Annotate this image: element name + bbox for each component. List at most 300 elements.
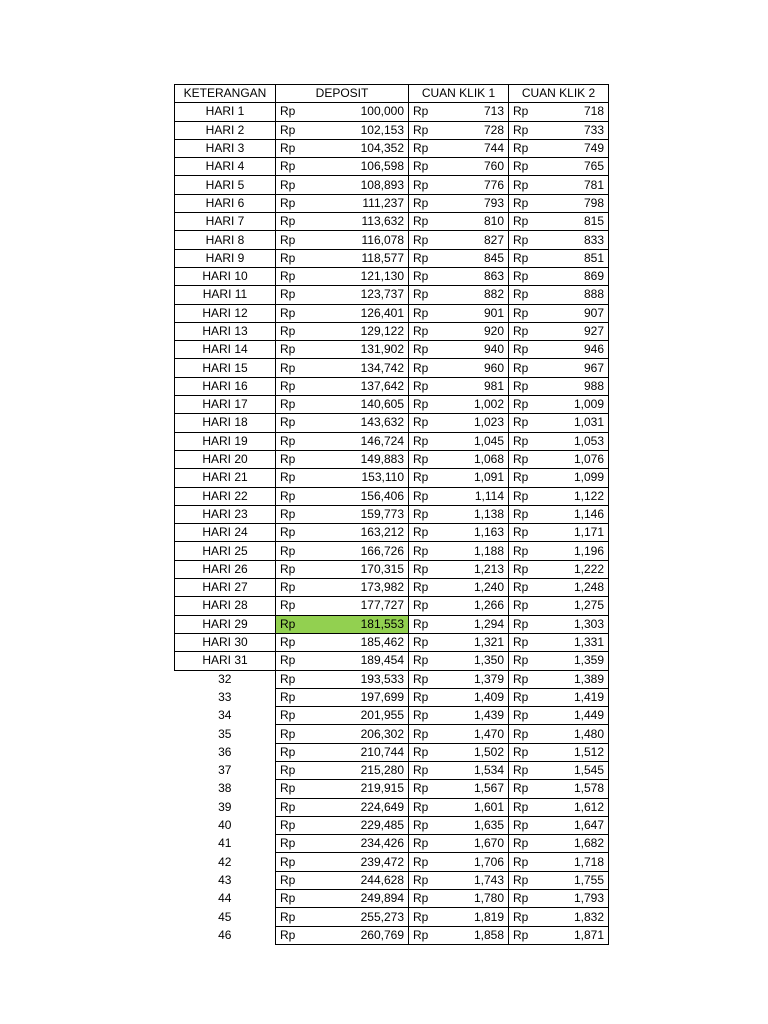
cell-cuan-klik-2[interactable] xyxy=(509,908,609,926)
amount-value: 163,212 xyxy=(360,525,404,540)
cell-deposit[interactable] xyxy=(276,322,409,340)
currency-label: Rp xyxy=(513,141,529,156)
cell-cuan-klik-1[interactable] xyxy=(409,560,509,578)
amount-value: 960 xyxy=(483,360,504,375)
currency-label: Rp xyxy=(513,671,529,686)
cell-cuan-klik-1[interactable] xyxy=(409,103,509,121)
cell-cuan-klik-2[interactable] xyxy=(509,560,609,578)
amount-value: 255,273 xyxy=(360,909,404,924)
header-cuan-klik-2[interactable]: CUAN KLIK 2 xyxy=(509,85,609,103)
cell-cuan-klik-2[interactable] xyxy=(509,450,609,468)
cell-cuan-klik-2[interactable] xyxy=(509,615,609,633)
currency-label: Rp xyxy=(413,360,429,375)
cell-deposit[interactable] xyxy=(276,707,409,725)
cell-cuan-klik-2[interactable] xyxy=(509,761,609,779)
cell-cuan-klik-1[interactable] xyxy=(409,780,509,798)
amount-value: 1,755 xyxy=(573,872,604,887)
cell-cuan-klik-2[interactable] xyxy=(509,780,609,798)
cell-keterangan[interactable]: HARI 16 xyxy=(175,377,276,395)
amount-value: 111,237 xyxy=(362,195,404,210)
header-cuan-klik-1[interactable]: CUAN KLIK 1 xyxy=(409,85,509,103)
cell-cuan-klik-1[interactable] xyxy=(409,139,509,157)
cell-cuan-klik-2[interactable] xyxy=(509,377,609,395)
amount-value: 219,915 xyxy=(360,781,404,796)
cell-cuan-klik-1[interactable] xyxy=(409,158,509,176)
cell-keterangan[interactable]: 40 xyxy=(218,818,232,833)
cell-deposit[interactable] xyxy=(276,377,409,395)
cell-cuan-klik-1[interactable] xyxy=(409,176,509,194)
cell-deposit[interactable] xyxy=(276,926,409,944)
cell-cuan-klik-2[interactable] xyxy=(509,213,609,231)
currency-label: Rp xyxy=(413,653,429,668)
table-row xyxy=(175,176,609,194)
cell-cuan-klik-1[interactable] xyxy=(409,286,509,304)
cell-deposit[interactable] xyxy=(276,853,409,871)
amount-value: 760 xyxy=(483,159,504,174)
currency-label: Rp xyxy=(280,689,296,704)
cell-cuan-klik-1[interactable] xyxy=(409,908,509,926)
cell-keterangan[interactable]: 32 xyxy=(218,671,232,686)
cell-cuan-klik-2[interactable] xyxy=(509,414,609,432)
cell-deposit[interactable] xyxy=(276,670,409,688)
cell-cuan-klik-1[interactable] xyxy=(409,377,509,395)
cell-cuan-klik-2[interactable] xyxy=(509,707,609,725)
amount-value: 1,480 xyxy=(573,726,604,741)
cell-deposit[interactable] xyxy=(276,341,409,359)
currency-label: Rp xyxy=(513,836,529,851)
cell-deposit[interactable] xyxy=(276,615,409,633)
amount-value: 744 xyxy=(483,141,504,156)
currency-label: Rp xyxy=(513,854,529,869)
table-row xyxy=(175,341,609,359)
cell-cuan-klik-2[interactable] xyxy=(509,176,609,194)
amount-value: 140,605 xyxy=(360,397,404,412)
cell-cuan-klik-1[interactable] xyxy=(409,542,509,560)
cell-cuan-klik-2[interactable] xyxy=(509,652,609,670)
cell-keterangan[interactable]: 41 xyxy=(218,836,232,851)
amount-value: 1,858 xyxy=(473,927,504,942)
cell-cuan-klik-2[interactable] xyxy=(509,597,609,615)
cell-deposit[interactable] xyxy=(276,542,409,560)
cell-keterangan[interactable]: HARI 13 xyxy=(175,322,276,340)
amount-value: 159,773 xyxy=(360,506,404,521)
cell-deposit[interactable] xyxy=(276,871,409,889)
cell-cuan-klik-1[interactable] xyxy=(409,524,509,542)
cell-keterangan[interactable]: HARI 24 xyxy=(175,524,276,542)
currency-label: Rp xyxy=(280,854,296,869)
table-row xyxy=(175,615,609,633)
cell-cuan-klik-1[interactable] xyxy=(409,816,509,834)
amount-value: 156,406 xyxy=(360,488,404,503)
cell-cuan-klik-2[interactable] xyxy=(509,396,609,414)
table-row xyxy=(175,871,609,889)
cell-keterangan[interactable]: 36 xyxy=(218,744,232,759)
amount-value: 1,240 xyxy=(473,580,504,595)
cell-keterangan[interactable]: HARI 27 xyxy=(175,579,276,597)
table-row xyxy=(175,542,609,560)
cell-deposit[interactable] xyxy=(276,121,409,139)
amount-value: 940 xyxy=(483,342,504,357)
cell-keterangan[interactable]: 38 xyxy=(218,781,232,796)
cell-cuan-klik-1[interactable] xyxy=(409,652,509,670)
cell-cuan-klik-2[interactable] xyxy=(509,743,609,761)
currency-label: Rp xyxy=(280,580,296,595)
cell-keterangan[interactable]: 45 xyxy=(218,909,232,924)
cell-deposit[interactable] xyxy=(276,359,409,377)
cell-deposit[interactable] xyxy=(276,139,409,157)
currency-label: Rp xyxy=(280,104,296,119)
cell-cuan-klik-2[interactable] xyxy=(509,487,609,505)
cell-deposit[interactable] xyxy=(276,249,409,267)
cell-cuan-klik-1[interactable] xyxy=(409,469,509,487)
currency-label: Rp xyxy=(413,506,429,521)
cell-keterangan[interactable]: 33 xyxy=(218,689,232,704)
cell-deposit[interactable] xyxy=(276,597,409,615)
cell-cuan-klik-1[interactable] xyxy=(409,432,509,450)
amount-value: 882 xyxy=(483,287,504,302)
cell-keterangan[interactable]: HARI 11 xyxy=(175,286,276,304)
cell-deposit[interactable] xyxy=(276,579,409,597)
cell-keterangan[interactable]: 39 xyxy=(218,799,232,814)
cell-keterangan[interactable]: HARI 2 xyxy=(175,121,276,139)
cell-cuan-klik-1[interactable] xyxy=(409,121,509,139)
cell-deposit[interactable] xyxy=(276,414,409,432)
currency-label: Rp xyxy=(280,872,296,887)
amount-value: 1,545 xyxy=(573,763,604,778)
cell-cuan-klik-1[interactable] xyxy=(409,890,509,908)
currency-label: Rp xyxy=(513,689,529,704)
cell-keterangan[interactable]: HARI 14 xyxy=(175,341,276,359)
amount-value: 863 xyxy=(483,269,504,284)
currency-label: Rp xyxy=(413,927,429,942)
cell-deposit[interactable] xyxy=(276,286,409,304)
cell-keterangan[interactable]: HARI 18 xyxy=(175,414,276,432)
cell-cuan-klik-2[interactable] xyxy=(509,542,609,560)
cell-deposit[interactable] xyxy=(276,761,409,779)
cell-cuan-klik-1[interactable] xyxy=(409,414,509,432)
amount-value: 1,832 xyxy=(573,909,604,924)
amount-value: 1,053 xyxy=(573,433,604,448)
cell-keterangan[interactable]: 34 xyxy=(218,708,232,723)
cell-deposit[interactable] xyxy=(276,725,409,743)
amount-value: 177,727 xyxy=(360,598,404,613)
currency-label: Rp xyxy=(413,763,429,778)
cell-deposit[interactable] xyxy=(276,633,409,651)
table-row xyxy=(175,121,609,139)
cell-cuan-klik-1[interactable] xyxy=(409,597,509,615)
cell-cuan-klik-2[interactable] xyxy=(509,926,609,944)
amount-value: 260,769 xyxy=(360,927,404,942)
cell-cuan-klik-2[interactable] xyxy=(509,688,609,706)
amount-value: 765 xyxy=(583,159,604,174)
amount-value: 1,470 xyxy=(473,726,504,741)
currency-label: Rp xyxy=(280,726,296,741)
header-keterangan[interactable]: KETERANGAN xyxy=(175,85,276,103)
cell-cuan-klik-2[interactable] xyxy=(509,158,609,176)
cell-cuan-klik-2[interactable] xyxy=(509,524,609,542)
cell-cuan-klik-1[interactable] xyxy=(409,450,509,468)
cell-deposit[interactable] xyxy=(276,743,409,761)
amount-value: 1,114 xyxy=(474,488,504,503)
cell-cuan-klik-1[interactable] xyxy=(409,213,509,231)
currency-label: Rp xyxy=(413,726,429,741)
cell-cuan-klik-1[interactable] xyxy=(409,304,509,322)
cell-cuan-klik-1[interactable] xyxy=(409,505,509,523)
cell-keterangan[interactable]: 37 xyxy=(218,763,232,778)
currency-label: Rp xyxy=(280,598,296,613)
table-row xyxy=(175,231,609,249)
cell-deposit[interactable] xyxy=(276,450,409,468)
currency-label: Rp xyxy=(413,635,429,650)
cell-deposit[interactable] xyxy=(276,213,409,231)
cell-keterangan[interactable]: HARI 1 xyxy=(175,103,276,121)
cell-deposit[interactable] xyxy=(276,798,409,816)
cell-cuan-klik-1[interactable] xyxy=(409,322,509,340)
cell-cuan-klik-2[interactable] xyxy=(509,469,609,487)
cell-cuan-klik-1[interactable] xyxy=(409,761,509,779)
currency-label: Rp xyxy=(413,525,429,540)
cell-deposit[interactable] xyxy=(276,487,409,505)
cell-cuan-klik-2[interactable] xyxy=(509,121,609,139)
currency-label: Rp xyxy=(413,177,429,192)
cell-cuan-klik-1[interactable] xyxy=(409,359,509,377)
amount-value: 173,982 xyxy=(360,580,404,595)
cell-cuan-klik-1[interactable] xyxy=(409,871,509,889)
cell-keterangan[interactable]: HARI 29 xyxy=(175,615,276,633)
currency-label: Rp xyxy=(413,561,429,576)
cell-cuan-klik-2[interactable] xyxy=(509,890,609,908)
cell-deposit[interactable] xyxy=(276,158,409,176)
currency-label: Rp xyxy=(413,488,429,503)
cell-cuan-klik-1[interactable] xyxy=(409,707,509,725)
cell-cuan-klik-1[interactable] xyxy=(409,798,509,816)
cell-cuan-klik-2[interactable] xyxy=(509,359,609,377)
cell-deposit[interactable] xyxy=(276,231,409,249)
table-row xyxy=(175,835,609,853)
amount-value: 193,533 xyxy=(360,671,404,686)
cell-deposit[interactable] xyxy=(276,432,409,450)
currency-label: Rp xyxy=(413,195,429,210)
table-row xyxy=(175,780,609,798)
cell-cuan-klik-1[interactable] xyxy=(409,615,509,633)
amount-value: 988 xyxy=(583,378,604,393)
table-row xyxy=(175,469,609,487)
cell-cuan-klik-1[interactable] xyxy=(409,853,509,871)
cell-keterangan[interactable]: HARI 21 xyxy=(175,469,276,487)
amount-value: 1,213 xyxy=(473,561,504,576)
cell-cuan-klik-2[interactable] xyxy=(509,505,609,523)
amount-value: 121,130 xyxy=(360,269,404,284)
cell-cuan-klik-1[interactable] xyxy=(409,487,509,505)
cell-deposit[interactable] xyxy=(276,890,409,908)
currency-label: Rp xyxy=(513,488,529,503)
currency-label: Rp xyxy=(513,726,529,741)
amount-value: 149,883 xyxy=(360,452,404,467)
amount-value: 153,110 xyxy=(361,470,404,485)
cell-keterangan[interactable]: HARI 10 xyxy=(175,267,276,285)
cell-cuan-klik-2[interactable] xyxy=(509,322,609,340)
cell-keterangan[interactable]: HARI 30 xyxy=(175,633,276,651)
amount-value: 810 xyxy=(483,214,504,229)
currency-label: Rp xyxy=(513,653,529,668)
cell-keterangan[interactable]: HARI 7 xyxy=(175,213,276,231)
table-row xyxy=(175,414,609,432)
cell-deposit[interactable] xyxy=(276,103,409,121)
cell-keterangan[interactable]: HARI 20 xyxy=(175,450,276,468)
cell-cuan-klik-1[interactable] xyxy=(409,341,509,359)
currency-label: Rp xyxy=(513,342,529,357)
cell-cuan-klik-2[interactable] xyxy=(509,231,609,249)
cell-keterangan[interactable]: HARI 17 xyxy=(175,396,276,414)
cell-keterangan[interactable]: HARI 8 xyxy=(175,231,276,249)
table-row xyxy=(175,725,609,743)
amount-value: 100,000 xyxy=(360,104,404,119)
cell-keterangan[interactable]: HARI 12 xyxy=(175,304,276,322)
cell-keterangan[interactable]: HARI 28 xyxy=(175,597,276,615)
cell-cuan-klik-1[interactable] xyxy=(409,633,509,651)
cell-cuan-klik-2[interactable] xyxy=(509,725,609,743)
currency-label: Rp xyxy=(513,269,529,284)
currency-label: Rp xyxy=(280,195,296,210)
table-row xyxy=(175,450,609,468)
cell-deposit[interactable] xyxy=(276,652,409,670)
currency-label: Rp xyxy=(280,708,296,723)
amount-value: 143,632 xyxy=(360,415,404,430)
currency-label: Rp xyxy=(413,836,429,851)
cell-cuan-klik-2[interactable] xyxy=(509,304,609,322)
cell-keterangan[interactable]: HARI 19 xyxy=(175,432,276,450)
cell-cuan-klik-1[interactable] xyxy=(409,231,509,249)
currency-label: Rp xyxy=(280,250,296,265)
currency-label: Rp xyxy=(280,763,296,778)
amount-value: 170,315 xyxy=(360,561,404,576)
cell-cuan-klik-2[interactable] xyxy=(509,249,609,267)
cell-keterangan[interactable]: HARI 3 xyxy=(175,139,276,157)
cell-cuan-klik-1[interactable] xyxy=(409,688,509,706)
cell-deposit[interactable] xyxy=(276,688,409,706)
amount-value: 201,955 xyxy=(360,708,404,723)
table-row xyxy=(175,853,609,871)
currency-label: Rp xyxy=(280,488,296,503)
cell-keterangan[interactable]: 43 xyxy=(218,872,232,887)
cell-deposit[interactable] xyxy=(276,194,409,212)
currency-label: Rp xyxy=(513,872,529,887)
cell-keterangan[interactable]: 42 xyxy=(218,854,232,869)
cell-keterangan[interactable]: 44 xyxy=(218,891,232,906)
table-row xyxy=(175,816,609,834)
cell-cuan-klik-2[interactable] xyxy=(509,267,609,285)
amount-value: 1,321 xyxy=(473,635,504,650)
cell-deposit[interactable] xyxy=(276,267,409,285)
cell-cuan-klik-1[interactable] xyxy=(409,926,509,944)
currency-label: Rp xyxy=(280,525,296,540)
cell-deposit[interactable] xyxy=(276,835,409,853)
cell-cuan-klik-2[interactable] xyxy=(509,103,609,121)
cell-keterangan[interactable]: HARI 4 xyxy=(175,158,276,176)
cell-deposit[interactable] xyxy=(276,908,409,926)
amount-value: 1,612 xyxy=(573,799,604,814)
cell-cuan-klik-2[interactable] xyxy=(509,633,609,651)
amount-value: 833 xyxy=(583,232,604,247)
cell-cuan-klik-1[interactable] xyxy=(409,579,509,597)
cell-cuan-klik-2[interactable] xyxy=(509,798,609,816)
cell-cuan-klik-1[interactable] xyxy=(409,194,509,212)
amount-value: 146,724 xyxy=(360,433,404,448)
amount-value: 1,171 xyxy=(573,525,604,540)
cell-deposit[interactable] xyxy=(276,560,409,578)
cell-keterangan[interactable]: HARI 23 xyxy=(175,505,276,523)
cell-cuan-klik-2[interactable] xyxy=(509,871,609,889)
cell-cuan-klik-1[interactable] xyxy=(409,670,509,688)
cell-keterangan[interactable]: 35 xyxy=(218,726,232,741)
cell-deposit[interactable] xyxy=(276,469,409,487)
table-row xyxy=(175,377,609,395)
cell-deposit[interactable] xyxy=(276,816,409,834)
amount-value: 1,743 xyxy=(473,872,504,887)
cell-cuan-klik-1[interactable] xyxy=(409,835,509,853)
table-row xyxy=(175,926,609,944)
currency-label: Rp xyxy=(413,744,429,759)
amount-value: 1,099 xyxy=(573,470,604,485)
cell-cuan-klik-2[interactable] xyxy=(509,194,609,212)
table-row xyxy=(175,158,609,176)
currency-label: Rp xyxy=(280,141,296,156)
cell-cuan-klik-2[interactable] xyxy=(509,853,609,871)
cell-cuan-klik-1[interactable] xyxy=(409,725,509,743)
cell-deposit[interactable] xyxy=(276,396,409,414)
cell-keterangan[interactable]: HARI 6 xyxy=(175,194,276,212)
cell-cuan-klik-2[interactable] xyxy=(509,139,609,157)
currency-label: Rp xyxy=(513,104,529,119)
cell-keterangan[interactable]: HARI 25 xyxy=(175,542,276,560)
amount-value: 1,138 xyxy=(473,506,504,521)
cell-keterangan[interactable]: HARI 22 xyxy=(175,487,276,505)
cell-keterangan[interactable]: 46 xyxy=(218,927,232,942)
cell-keterangan[interactable]: HARI 5 xyxy=(175,176,276,194)
table-row xyxy=(175,633,609,651)
cell-deposit[interactable] xyxy=(276,505,409,523)
header-deposit[interactable]: DEPOSIT xyxy=(276,85,409,103)
cell-keterangan[interactable]: HARI 31 xyxy=(175,652,276,670)
amount-value: 239,472 xyxy=(360,854,404,869)
cell-keterangan[interactable]: HARI 9 xyxy=(175,249,276,267)
cell-deposit[interactable] xyxy=(276,304,409,322)
amount-value: 1,682 xyxy=(573,836,604,851)
currency-label: Rp xyxy=(280,543,296,558)
cell-keterangan[interactable]: HARI 15 xyxy=(175,359,276,377)
header-row xyxy=(175,85,609,103)
cell-cuan-klik-2[interactable] xyxy=(509,816,609,834)
cell-cuan-klik-2[interactable] xyxy=(509,835,609,853)
cell-cuan-klik-2[interactable] xyxy=(509,579,609,597)
cell-cuan-klik-2[interactable] xyxy=(509,341,609,359)
cell-deposit[interactable] xyxy=(276,524,409,542)
cell-cuan-klik-2[interactable] xyxy=(509,286,609,304)
table-row xyxy=(175,524,609,542)
cell-cuan-klik-2[interactable] xyxy=(509,670,609,688)
cell-cuan-klik-1[interactable] xyxy=(409,267,509,285)
currency-label: Rp xyxy=(413,342,429,357)
currency-label: Rp xyxy=(280,616,296,631)
cell-deposit[interactable] xyxy=(276,780,409,798)
cell-cuan-klik-1[interactable] xyxy=(409,396,509,414)
cell-cuan-klik-1[interactable] xyxy=(409,249,509,267)
amount-value: 1,146 xyxy=(573,506,604,521)
cell-keterangan[interactable]: HARI 26 xyxy=(175,560,276,578)
cell-cuan-klik-2[interactable] xyxy=(509,432,609,450)
cell-deposit[interactable] xyxy=(276,176,409,194)
cell-cuan-klik-1[interactable] xyxy=(409,743,509,761)
